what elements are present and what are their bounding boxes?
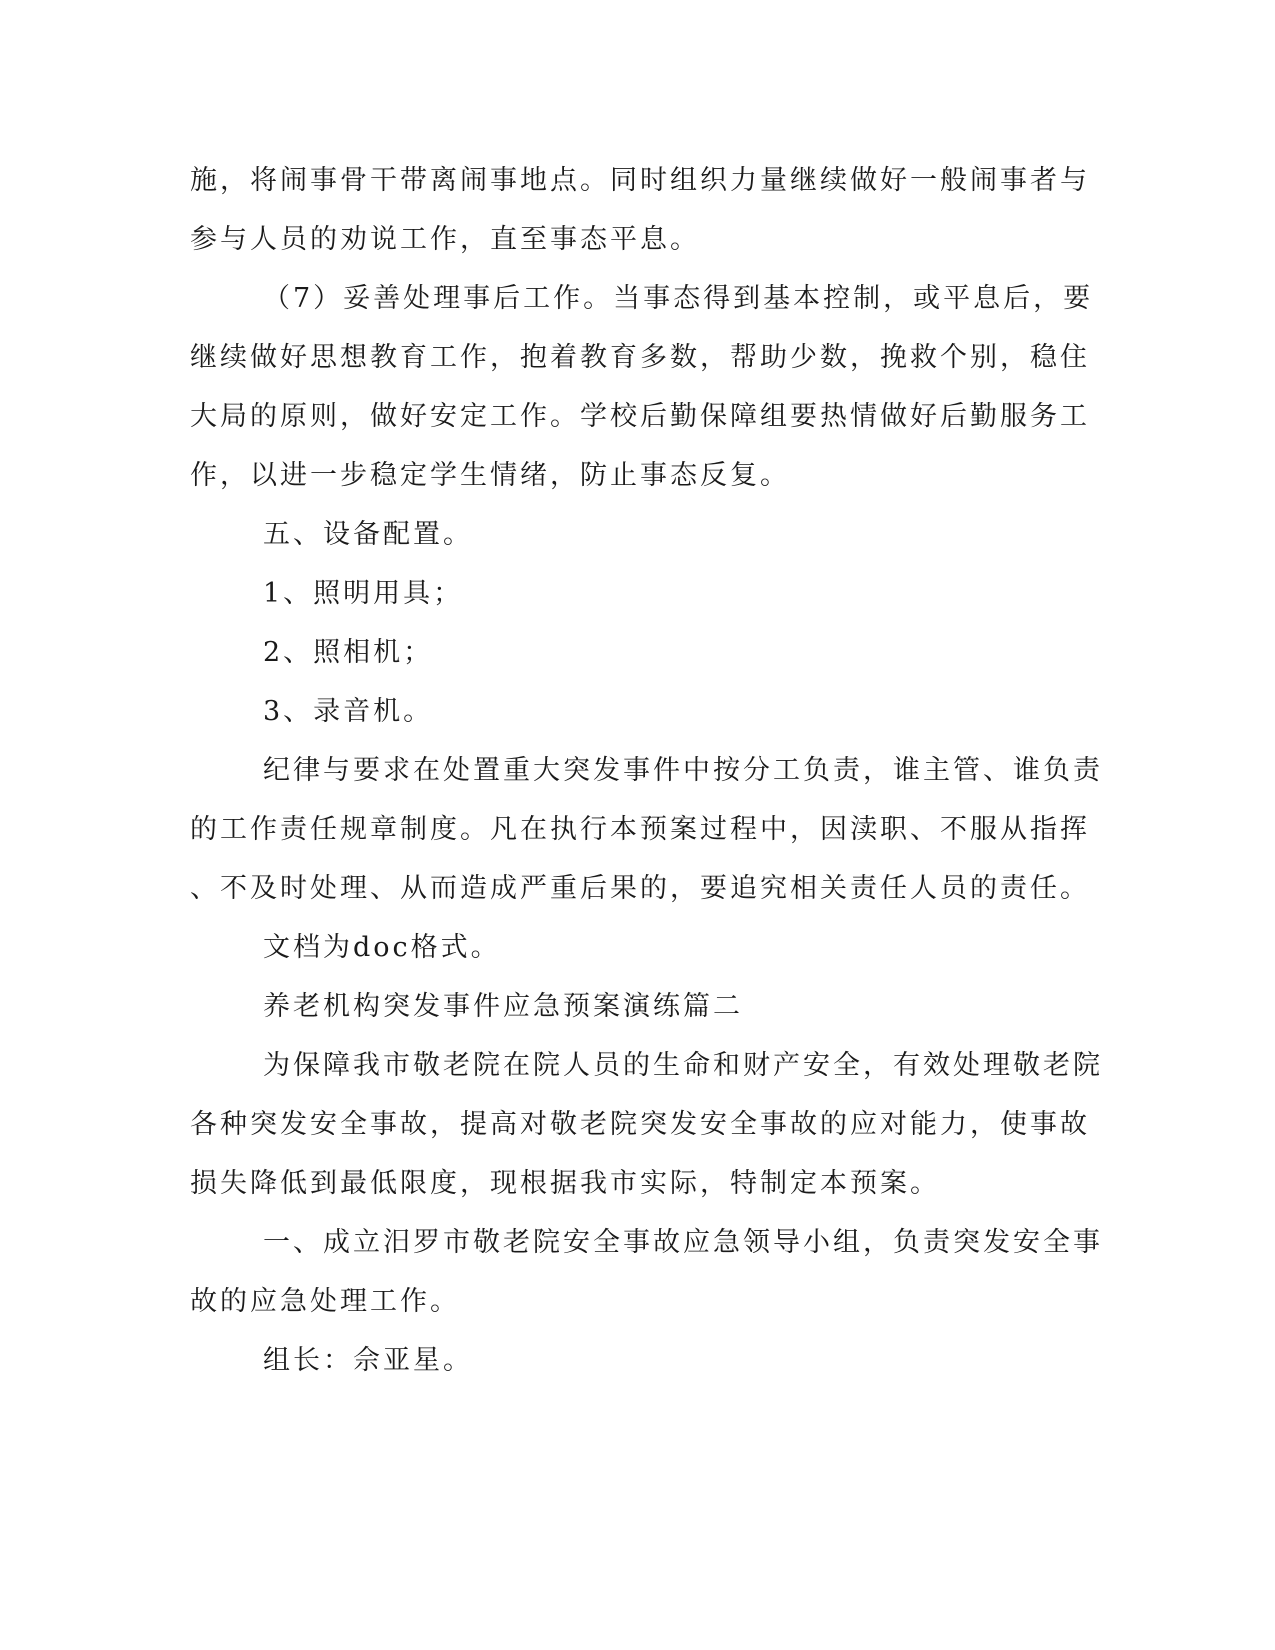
list-item: 1、照明用具； [263,578,464,609]
paragraph-line: 为保障我市敬老院在院人员的生命和财产安全，有效处理敬老院 [263,1050,1103,1081]
paragraph-line: 纪律与要求在处置重大突发事件中按分工负责，谁主管、谁负责 [263,755,1103,786]
paragraph-line: 故的应急处理工作。 [190,1286,460,1317]
paragraph-line: 文档为doc格式。 [263,932,501,963]
paragraph-line: 施，将闹事骨干带离闹事地点。同时组织力量继续做好一般闹事者与 [190,165,1090,196]
paragraph-line: 各种突发安全事故，提高对敬老院突发安全事故的应对能力，使事故 [190,1109,1090,1140]
paragraph-line: 、不及时处理、从而造成严重后果的，要追究相关责任人员的责任。 [190,873,1090,904]
paragraph-line: （7）妥善处理事后工作。当事态得到基本控制，或平息后，要 [263,283,1094,314]
paragraph-line: 大局的原则，做好安定工作。学校后勤保障组要热情做好后勤服务工 [190,401,1090,432]
paragraph-line: 参与人员的劝说工作，直至事态平息。 [190,224,700,255]
paragraph-line: 损失降低到最低限度，现根据我市实际，特制定本预案。 [190,1168,940,1199]
paragraph-line: 一、成立汨罗市敬老院安全事故应急领导小组，负责突发安全事 [263,1227,1103,1258]
paragraph-line: 继续做好思想教育工作，抱着教育多数，帮助少数，挽救个别，稳住 [190,342,1090,373]
paragraph-line: 的工作责任规章制度。凡在执行本预案过程中，因渎职、不服从指挥 [190,814,1090,845]
section-title: 养老机构突发事件应急预案演练篇二 [263,991,743,1022]
section-heading: 五、设备配置。 [263,519,473,550]
list-item: 2、照相机； [263,637,434,668]
paragraph-line: 组长：佘亚星。 [263,1345,473,1376]
paragraph-line: 作，以进一步稳定学生情绪，防止事态反复。 [190,460,790,491]
list-item: 3、录音机。 [263,696,434,727]
